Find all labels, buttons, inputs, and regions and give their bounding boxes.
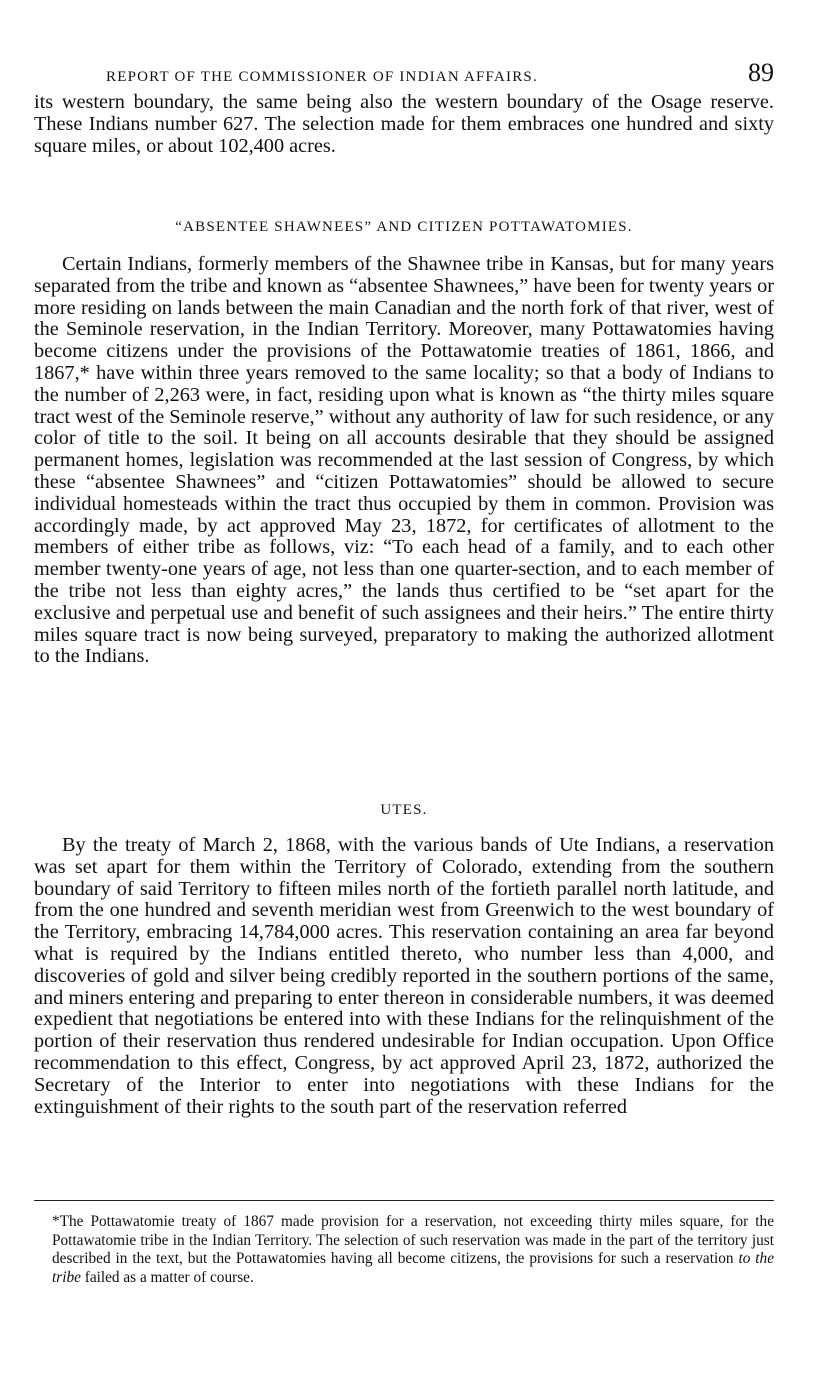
footnote	[52, 1213, 774, 1287]
page-number: 89	[748, 58, 774, 87]
section-heading-shawnees-pottawatomies: “ABSENTEE SHAWNEES” AND CITIZEN POTTAWATOMIES.	[175, 219, 633, 235]
footnote-text-end: failed as a matter of course.	[80, 1268, 254, 1286]
paragraph-shawnees-pottawatomies: Certain Indians, formerly members of the Shawnee tribe in Kansas, but for many years separated from the tribe and known as “absentee Shawnees,” have been for twenty years or more residing on lands between the main Canadian and the north fork of that river, west of the Seminole reservation, in the Indian Territory. Moreover, many Pottawatomies having become citizens under the provisions of the Pottawatomie treaties of 1861, 1866, and 1867,* have within three years removed to the same locality; so that a body of Indians to the number of 2,263 were, in fact, residing upon what is known as “the thirty miles square tract west of the Seminole reserve,” without any authority of law for such residence, or any color of title to the soil. It being on all accounts desirable that they should be assigned permanent homes, legislation was recommended at the last session of Congress, by which these “absentee Shawnees” and “citizen Pottawatomies” should be allowed to secure individual homesteads within the tract thus occupied by them in common. Provision was accordingly made, by act approved May 23, 1872, for certificates of allotment to the members of either tribe as follows, viz: “To each head of a family, and to each other member twenty-one years of age, not less than one quarter-section, and to each member of the tribe not less than eighty acres,” the lands thus certified to be “set apart for the exclusive and perpetual use and benefit of such assignees and their heirs.” The entire thirty miles square tract is now being surveyed, preparatory to making the authorized allotment to the Indians.	[34, 253, 774, 668]
paragraph-utes: By the treaty of March 2, 1868, with the various bands of Ute Indians, a reservation was set apart for them within the Territory of Colorado, extending from the southern boundary of said Territory to fifteen miles north of the fortieth parallel north latitude, and from the one hundred and seventh meridian west from Greenwich to the west boundary of the Territory, embracing 14,784,000 acres. This reservation containing an area far beyond what is required by the Indians entitled thereto, who number less than 4,000, and discoveries of gold and silver being credibly reported in the southern portions of the same, and miners entering and preparing to enter thereon in considerable numbers, it was deemed expedient that negotiations be entered into with these Indians for the relinquishment of the portion of their reservation thus rendered undesirable for Indian occupation. Upon Office recommendation to this effect, Congress, by act approved April 23, 1872, authorized the Secretary of the Interior to enter into negotiations with these Indians for the extinguishment of their rights to the south part of the reservation referred	[34, 834, 775, 1118]
paragraph-osage-boundary: its western boundary, the same being also the western boundary of the Osage reserve. These Indians number 627. The selection made for them embraces one hundred and sixty square miles, or about 102,400 acres.	[34, 91, 774, 157]
footnote-divider	[34, 1200, 774, 1201]
running-header	[34, 58, 774, 88]
running-title: REPORT OF THE COMMISSIONER OF INDIAN AFFAIRS.	[106, 69, 538, 85]
footnote-italic-text: to the tribe	[52, 1250, 774, 1286]
section-heading-utes: UTES.	[380, 802, 428, 818]
footnote-text-start: *The Pottawatomie treaty of 1867 made provision for a reservation, not exceeding thirty miles square, for the Pottawatomie tribe in the Indian Territory. The selection of such reservation was made in the part of the territory just described in the text, but the Pottawatomies having all become citizens, the provisions for such a reservation	[52, 1213, 774, 1268]
